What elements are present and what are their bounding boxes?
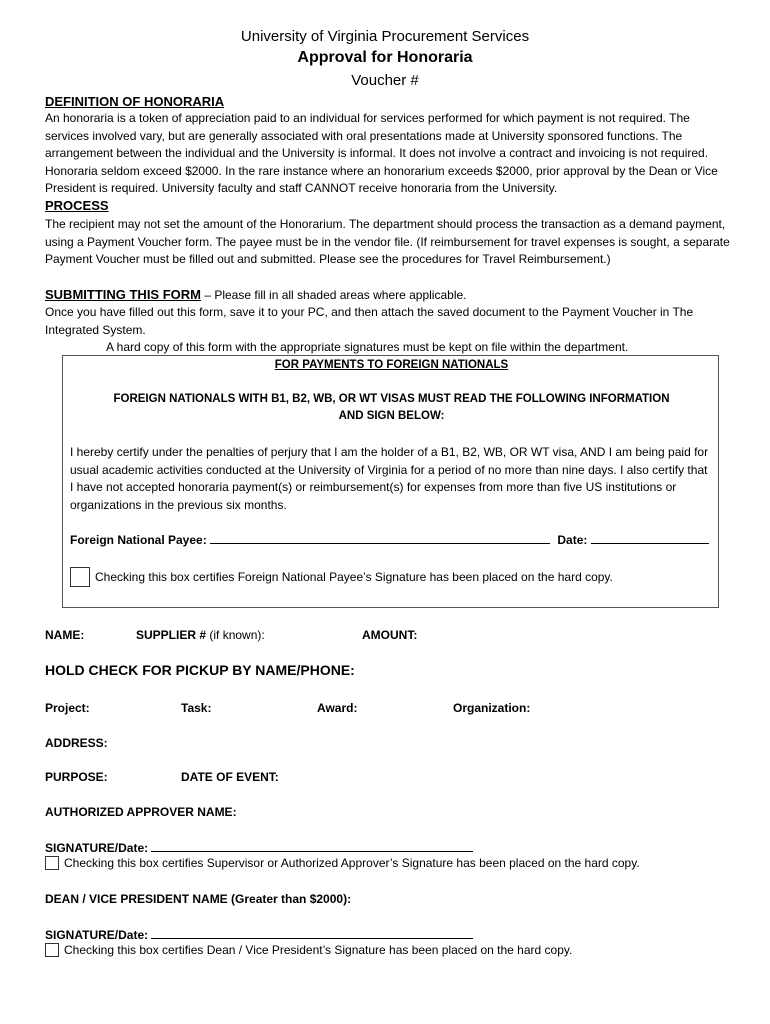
dean-signature-label: SIGNATURE/Date:	[45, 928, 149, 942]
address-label: ADDRESS:	[45, 736, 108, 750]
approver-signature-checkbox[interactable]	[45, 856, 59, 870]
form-title: Approval for Honoraria	[297, 49, 473, 66]
project-label: Project:	[45, 701, 90, 715]
hardcopy-note: A hard copy of this form with the appropriate signatures must be kept on file within the department.	[106, 340, 629, 354]
foreign-payee-row	[70, 532, 710, 550]
approver-signature-row	[45, 840, 473, 855]
approver-checkbox-row	[45, 856, 640, 870]
dean-checkbox-text: Checking this box certifies Dean / Vice President’s Signature has been placed on the hard copy.	[64, 943, 573, 957]
payee-checkbox-row	[70, 567, 613, 587]
dean-name-label: DEAN / VICE PRESIDENT NAME (Greater than $2000):	[45, 892, 352, 906]
definition-heading: DEFINITION OF HONORARIA	[45, 94, 225, 109]
payee-label: Foreign National Payee:	[70, 533, 207, 547]
foreign-nationals-box	[62, 355, 719, 608]
purpose-label: PURPOSE:	[45, 770, 108, 784]
payee-checkbox-text: Checking this box certifies Foreign National Payee’s Signature has been placed on the hard copy.	[95, 570, 613, 584]
supplier-label-row	[136, 628, 265, 642]
dean-checkbox-row	[45, 943, 572, 957]
submitting-heading: SUBMITTING THIS FORM	[45, 287, 201, 302]
foreign-heading: FOR PAYMENTS TO FOREIGN NATIONALS	[274, 359, 509, 371]
payee-signature-field[interactable]	[210, 532, 550, 544]
process-text: The recipient may not set the amount of the Honorarium. The department should process the transaction as a demand payment, using a Payment Voucher form. The payee must be in the vendor file. (If reimbursement for travel expenses is sought, a separate Payment Voucher must be filled out and submitted. Please see the procedures for Travel Reimbursement.)	[45, 217, 730, 266]
dean-signature-checkbox[interactable]	[45, 943, 59, 957]
name-label: NAME:	[45, 628, 85, 642]
task-label: Task:	[181, 701, 212, 715]
award-label: Award:	[317, 701, 358, 715]
foreign-instruction-1: FOREIGN NATIONALS WITH B1, B2, WB, OR WT VISAS MUST READ THE FOLLOWING INFORMATION	[113, 393, 670, 405]
amount-label: AMOUNT:	[362, 628, 418, 642]
approver-name-label: AUTHORIZED APPROVER NAME:	[45, 805, 237, 819]
approver-signature-field[interactable]	[151, 840, 473, 852]
approver-signature-label: SIGNATURE/Date:	[45, 841, 149, 855]
approver-checkbox-text: Checking this box certifies Supervisor or Authorized Approver’s Signature has been placed on the hard copy.	[64, 856, 640, 870]
hold-check-label: HOLD CHECK FOR PICKUP BY NAME/PHONE:	[45, 662, 355, 678]
dean-signature-field[interactable]	[151, 927, 473, 939]
university-name: University of Virginia Procurement Services	[240, 28, 530, 45]
organization-label: Organization:	[453, 701, 531, 715]
submitting-note: – Please fill in all shaded areas where applicable.	[201, 288, 467, 302]
dean-signature-row	[45, 927, 473, 942]
definition-text: An honoraria is a token of appreciation paid to an individual for services performed for which payment is not required. The services involved vary, but are generally associated with oral presentations made at University sponsored functions. The arrangement between the individual and the University is informal. It does not involve a contract and invoicing is not required. Honoraria seldom exceed $2000. In the rare instance where an honorarium exceeds $2000, prior approval by the Dean or Vice President is required. University faculty and staff CANNOT receive honoraria from the University.	[45, 111, 718, 195]
payee-date-field[interactable]	[591, 532, 709, 544]
voucher-number-label: Voucher #	[351, 72, 419, 89]
payee-date-label: Date:	[557, 533, 588, 547]
process-heading: PROCESS	[45, 198, 109, 213]
payee-signature-checkbox[interactable]	[70, 567, 90, 587]
supplier-note: (if known):	[206, 628, 265, 642]
date-of-event-label: DATE OF EVENT:	[181, 770, 279, 784]
supplier-label: SUPPLIER #	[136, 628, 207, 642]
submitting-text: Once you have filled out this form, save it to your PC, and then attach the saved document to the Payment Voucher in The Integrated System.	[45, 305, 694, 337]
foreign-certification: I hereby certify under the penalties of perjury that I am the holder of a B1, B2, WB, OR WT visa, AND I am being paid for usual academic activities conducted at the University of Virginia for a period of no more than nine days. I also certify that I have not accepted honoraria payment(s) or reimbursement(s) for expenses from more than five US institutions or organizations in the previous six months.	[70, 445, 709, 512]
submitting-heading-row	[45, 287, 467, 302]
foreign-instruction-2: AND SIGN BELOW:	[338, 410, 445, 422]
